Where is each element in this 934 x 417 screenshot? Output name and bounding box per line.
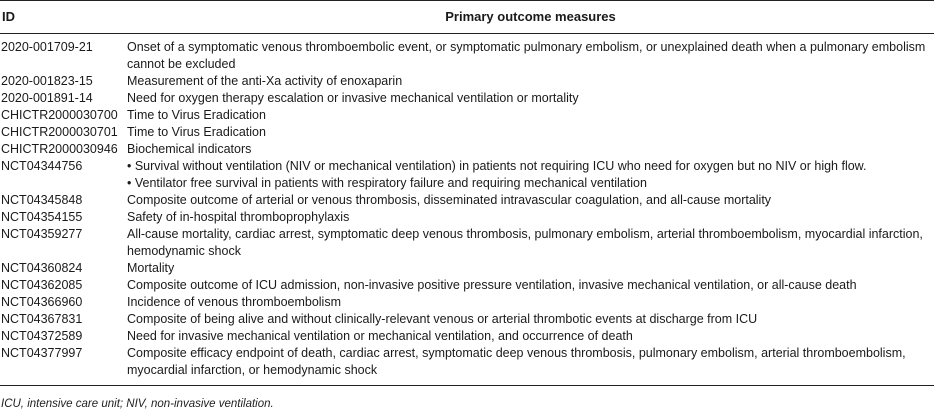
primary-outcome-cell	[127, 226, 934, 260]
trial-id-cell: NCT04372589	[1, 329, 83, 343]
table-row	[0, 158, 934, 192]
table-row	[0, 328, 934, 345]
table-row	[0, 294, 934, 311]
outcome-text: Measurement of the anti-Xa activity of enoxaparin	[127, 74, 403, 88]
table-row	[0, 107, 934, 124]
trial-id-cell: NCT04344756	[1, 159, 83, 173]
table-row	[0, 141, 934, 158]
trial-id-cell: CHICTR2000030946	[1, 142, 118, 156]
outcome-text: Need for invasive mechanical ventilation or mechanical ventilation, and occurrence of death	[127, 329, 633, 343]
outcome-bullet-item: • Ventilator free survival in patients with respiratory failure and requiring mechanical ventilation	[127, 176, 647, 190]
outcome-text: Incidence of venous thromboembolism	[127, 295, 342, 309]
primary-outcome-cell	[127, 141, 934, 158]
table-row	[0, 311, 934, 328]
trial-id-cell: 2020-001709-21	[1, 40, 93, 54]
table-body	[0, 34, 934, 386]
outcome-text: All-cause mortality, cardiac arrest, symptomatic deep venous thrombosis, pulmonary embolism, arterial thromboembolism, myocardial infarction, hemodynamic shock	[127, 227, 923, 258]
outcome-text: Onset of a symptomatic venous thromboembolic event, or symptomatic pulmonary embolism, or unexplained death when a pulmonary embolism cannot be excluded	[127, 40, 926, 71]
primary-outcome-cell	[127, 73, 934, 90]
trial-id-cell: NCT04360824	[1, 261, 83, 275]
trial-id-cell: 2020-001891-14	[1, 91, 93, 105]
outcome-text: Time to Virus Eradication	[127, 108, 266, 122]
trial-id-cell: CHICTR2000030701	[1, 125, 118, 139]
outcome-text: Composite outcome of ICU admission, non-invasive positive pressure ventilation, invasive mechanical ventilation, or all-cause death	[127, 278, 857, 292]
outcome-text: Need for oxygen therapy escalation or invasive mechanical ventilation or mortality	[127, 91, 579, 105]
table-row	[0, 124, 934, 141]
trial-id-cell: NCT04354155	[1, 210, 83, 224]
primary-outcome-cell	[127, 209, 934, 226]
primary-outcome-cell	[127, 260, 934, 277]
outcome-text: Composite of being alive and without clinically-relevant venous or arterial thrombotic events at discharge from ICU	[127, 312, 758, 326]
table-row	[0, 226, 934, 260]
outcome-bullet-item: • Survival without ventilation (NIV or mechanical ventilation) in patients not requiring ICU who need for oxygen but no NIV or high flow.	[127, 159, 867, 173]
outcome-text: Composite outcome of arterial or venous thrombosis, disseminated intravascular coagulation, and all-cause mortality	[127, 193, 772, 207]
primary-outcome-cell	[127, 34, 934, 74]
trial-id-cell: NCT04377997	[1, 346, 83, 360]
trial-id-cell: CHICTR2000030700	[1, 108, 118, 122]
trial-id-cell: NCT04362085	[1, 278, 83, 292]
table-row	[0, 345, 934, 386]
primary-outcome-cell	[127, 345, 934, 386]
table-row	[0, 192, 934, 209]
primary-outcome-cell	[127, 294, 934, 311]
table-row	[0, 73, 934, 90]
trial-id-cell: NCT04345848	[1, 193, 83, 207]
table-row	[0, 34, 934, 74]
table-row	[0, 90, 934, 107]
primary-outcome-cell	[127, 107, 934, 124]
outcome-text: Safety of in-hospital thromboprophylaxis	[127, 210, 350, 224]
primary-outcome-cell	[127, 158, 934, 192]
primary-outcome-cell	[127, 277, 934, 294]
header-id: ID	[0, 1, 127, 34]
header-row	[0, 1, 934, 34]
outcome-text: Mortality	[127, 261, 175, 275]
trial-id-cell: 2020-001823-15	[1, 74, 93, 88]
table-row	[0, 277, 934, 294]
primary-outcome-cell	[127, 192, 934, 209]
trial-id-cell: NCT04359277	[1, 227, 83, 241]
outcome-text: Composite efficacy endpoint of death, cardiac arrest, symptomatic deep venous thrombosis, pulmonary embolism, arterial thromboembolism, myocardial infarction, or hemodynamic shock	[127, 346, 906, 377]
primary-outcome-cell	[127, 90, 934, 107]
table-row	[0, 260, 934, 277]
table-header	[0, 1, 934, 34]
trial-id-cell: NCT04366960	[1, 295, 83, 309]
primary-outcome-cell	[127, 311, 934, 328]
table-footnote: ICU, intensive care unit; NIV, non-invasive ventilation.	[1, 398, 274, 410]
header-primary-outcome: Primary outcome measures	[127, 1, 934, 34]
outcome-text: Time to Virus Eradication	[127, 125, 266, 139]
outcome-text: Biochemical indicators	[127, 142, 252, 156]
trial-id-cell: NCT04367831	[1, 312, 83, 326]
primary-outcome-cell	[127, 124, 934, 141]
primary-outcome-cell	[127, 328, 934, 345]
table-row	[0, 209, 934, 226]
